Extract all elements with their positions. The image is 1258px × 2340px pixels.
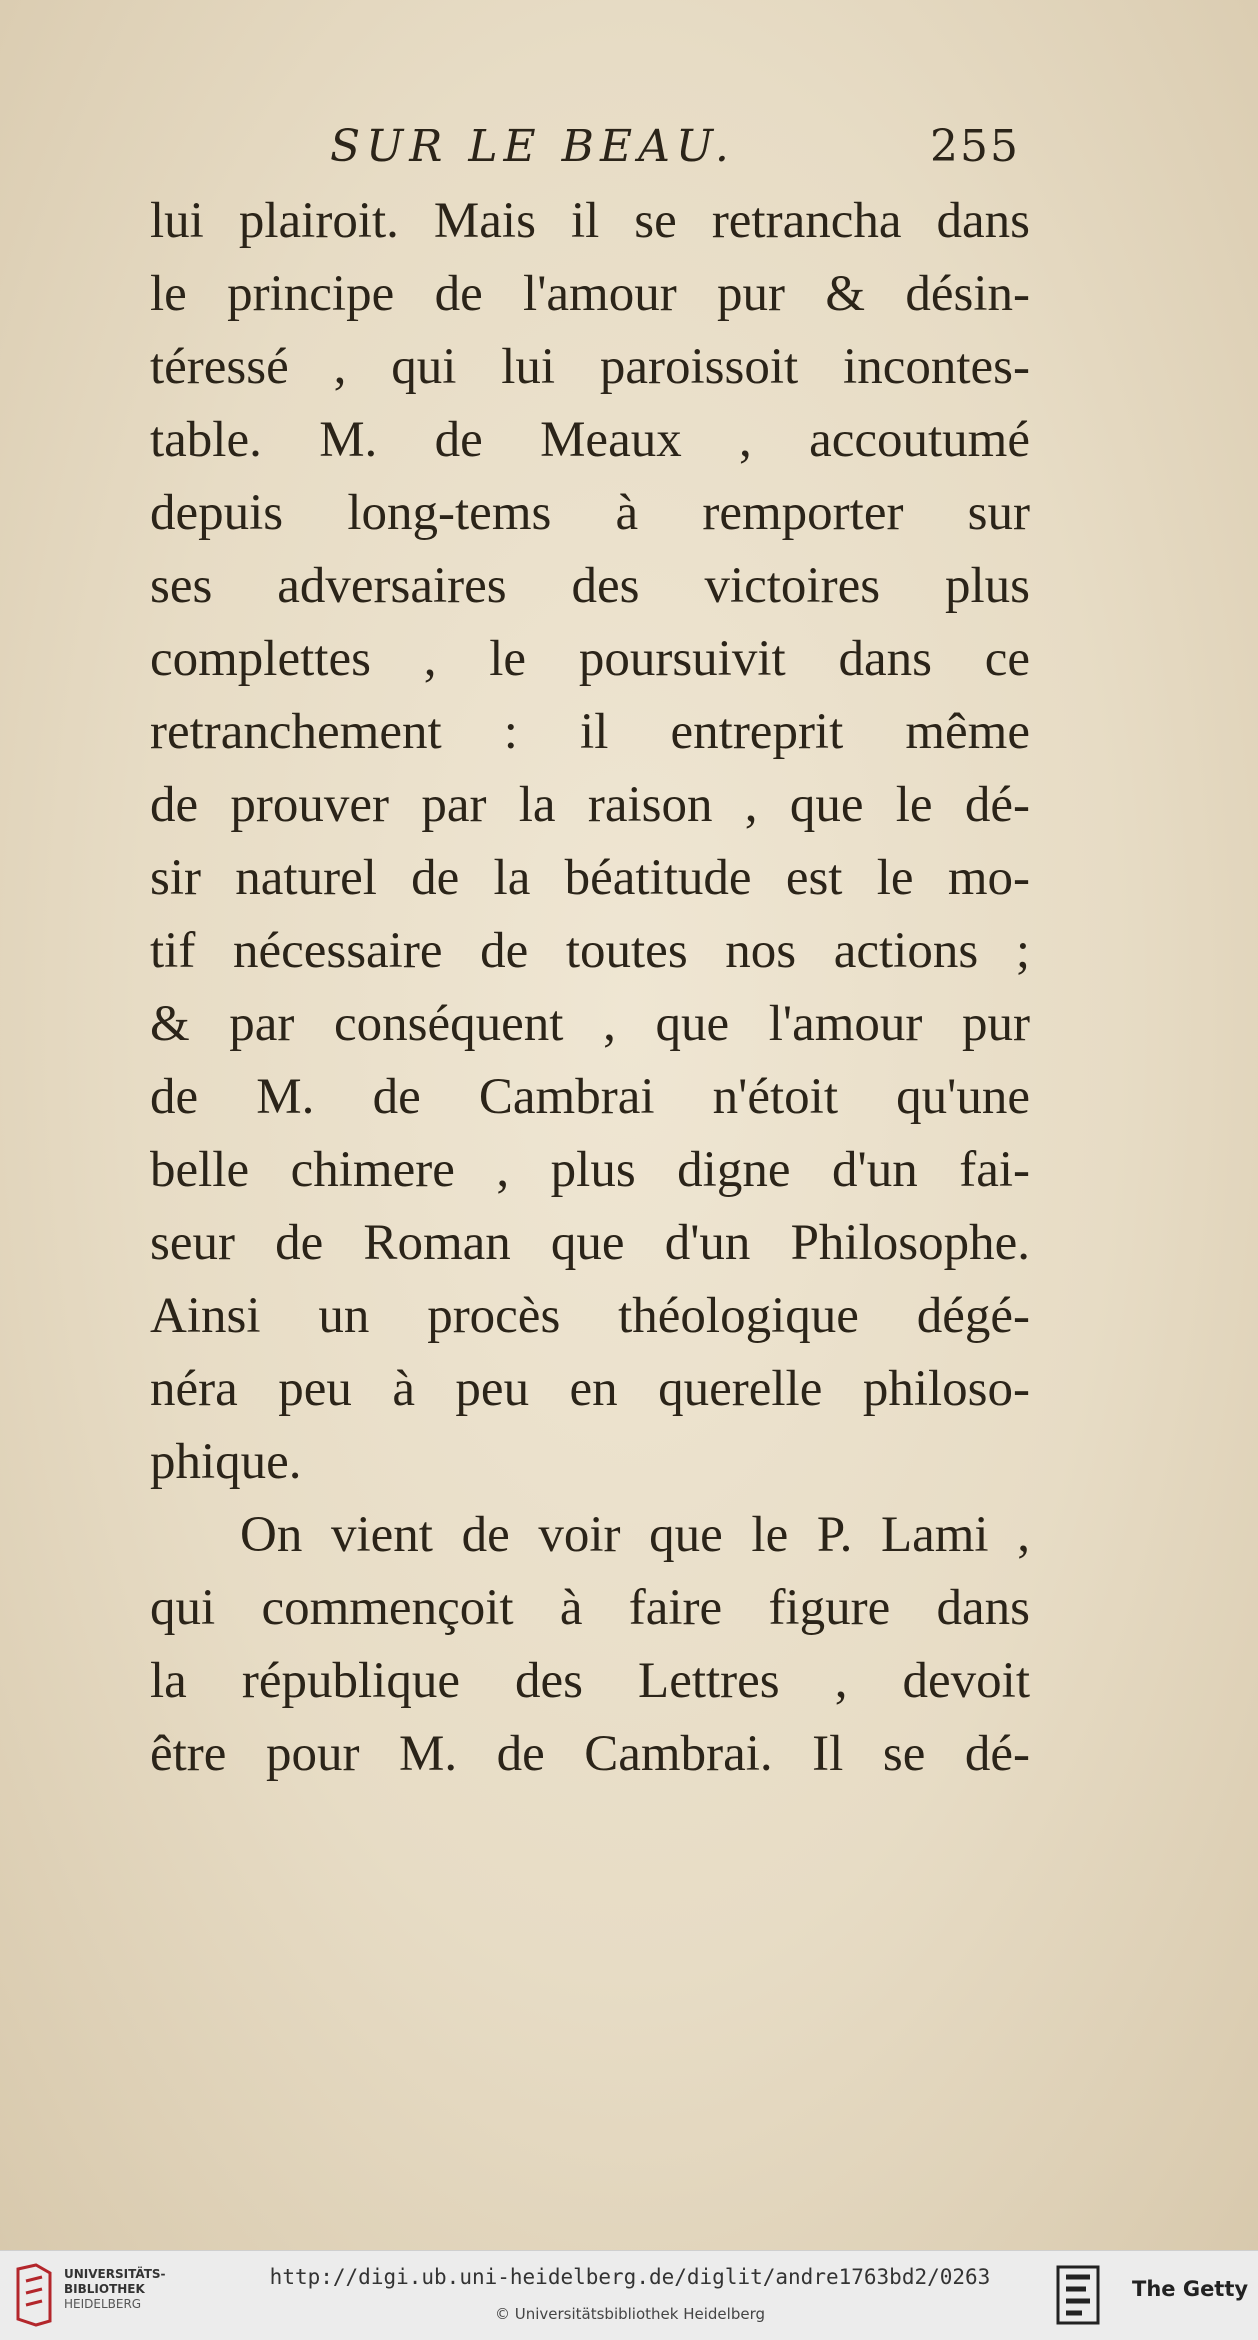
text-line: retranchement : il entreprit même	[150, 704, 1030, 760]
library-name-line2: BIBLIOTHEK	[64, 2282, 145, 2296]
text-line: On vient de voir que le P. Lami ,	[240, 1507, 1030, 1563]
text-line: complettes , le poursuivit dans ce	[150, 631, 1030, 687]
text-line: qui commençoit à faire figure dans	[150, 1580, 1030, 1636]
text-line: Ainsi un procès théologique dégé-	[150, 1288, 1030, 1344]
library-name	[64, 2267, 166, 2312]
text-line: de M. de Cambrai n'étoit qu'une	[150, 1069, 1030, 1125]
library-logo-icon[interactable]	[14, 2263, 54, 2327]
text-line: sir naturel de la béatitude est le mo-	[150, 850, 1030, 906]
text-line: belle chimere , plus digne d'un fai-	[150, 1142, 1030, 1198]
text-line: ses adversaires des victoires plus	[150, 558, 1030, 614]
library-name-line3: HEIDELBERG	[64, 2297, 142, 2311]
text-line: seur de Roman que d'un Philosophe.	[150, 1215, 1030, 1271]
text-line: la république des Lettres , devoit	[150, 1653, 1030, 1709]
text-line: néra peu à peu en querelle philoso-	[150, 1361, 1030, 1417]
text-line: téressé , qui lui paroissoit incontes-	[150, 339, 1030, 395]
page-header	[330, 112, 1020, 182]
page-number: 255	[930, 121, 1020, 172]
copyright-notice: © Universitätsbibliothek Heidelberg	[494, 2305, 765, 2323]
getty-logo-icon[interactable]	[1056, 2265, 1100, 2325]
library-name-line1: UNIVERSITÄTS-	[64, 2267, 166, 2281]
text-line: & par conséquent , que l'amour pur	[150, 996, 1030, 1052]
text-line: le principe de l'amour pur & désin-	[150, 266, 1030, 322]
text-line: depuis long-tems à remporter sur	[150, 485, 1030, 541]
viewer-footer	[0, 2250, 1258, 2340]
text-line: lui plairoit. Mais il se retrancha dans	[150, 193, 1030, 249]
text-line: tif nécessaire de toutes nos actions ;	[150, 923, 1030, 979]
text-line: phique.	[150, 1434, 302, 1490]
text-line: être pour M. de Cambrai. Il se dé-	[150, 1726, 1030, 1782]
text-line: table. M. de Meaux , accoutumé	[150, 412, 1030, 468]
permalink[interactable]: http://digi.ub.uni-heidelberg.de/diglit/andre1763bd2/0263	[269, 2265, 991, 2289]
text-line: de prouver par la raison , que le dé-	[150, 777, 1030, 833]
running-title: SUR LE BEAU.	[330, 121, 735, 172]
partner-name[interactable]: The Getty	[1132, 2277, 1249, 2301]
body-text	[150, 185, 1030, 1791]
